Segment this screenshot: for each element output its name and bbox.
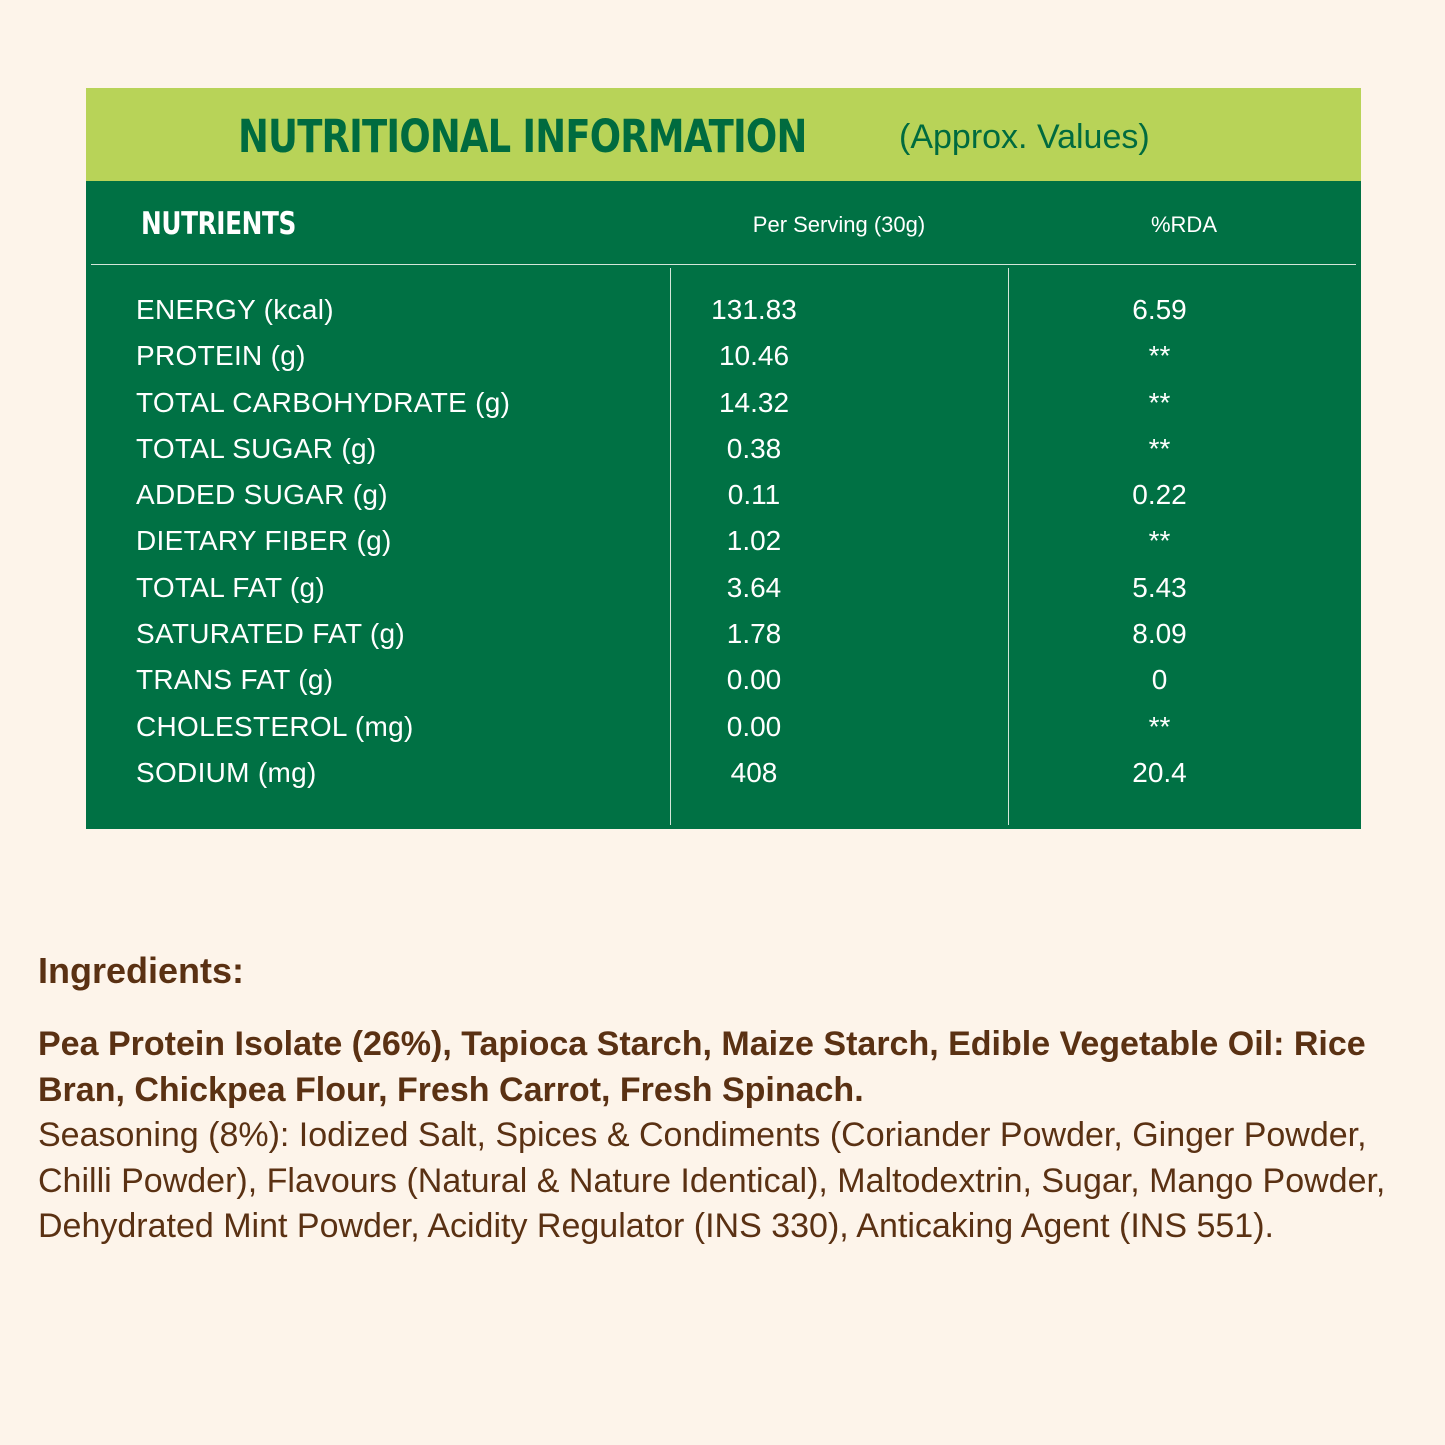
- ingredients-seasoning-list: Seasoning (8%): Iodized Salt, Spices & Condiments (Coriander Powder, Ginger Powder, Chilli Powder), Flavours (Natural & Nature Identical), Maltodextrin, Sugar, Mango Powder, Dehydrated Mint Powder, Acidity Regulator (INS 330), Anticaking Agent (INS 551).: [38, 1116, 1386, 1245]
- table-row: [86, 711, 1361, 757]
- nutrient-name: SATURATED FAT (g): [136, 618, 406, 650]
- nutrient-name: ENERGY (kcal): [136, 294, 334, 325]
- table-row: [86, 340, 1361, 386]
- nutrient-rda-value: 0.22: [1132, 479, 1187, 511]
- nutrient-rda-value: 20.4: [1132, 756, 1187, 788]
- nutrient-serving-value: 14.32: [718, 386, 790, 418]
- nutrient-name: TOTAL FAT (g): [136, 571, 326, 603]
- nutrient-rda-value: 6.59: [1132, 294, 1187, 325]
- nutrition-panel: [86, 88, 1361, 829]
- nutrient-rda-value: 0: [1151, 664, 1168, 696]
- column-header-serving: Per Serving (30g): [752, 212, 926, 237]
- nutrition-subtitle: (Approx. Values): [899, 118, 1150, 156]
- nutrient-serving-value: 131.83: [711, 294, 797, 325]
- table-row: [86, 664, 1361, 710]
- nutrient-serving-value: 3.64: [726, 571, 782, 603]
- nutrient-serving-value: 1.78: [726, 618, 782, 650]
- nutrient-serving-value: 0.00: [726, 664, 782, 696]
- nutrient-name: TOTAL CARBOHYDRATE (g): [136, 386, 511, 418]
- table-row: [86, 757, 1361, 803]
- nutrient-serving-value: 0.00: [726, 710, 782, 742]
- header-divider: [91, 264, 1356, 265]
- nutrient-serving-value: 0.38: [726, 432, 782, 464]
- nutrient-name: SODIUM (mg): [136, 756, 317, 788]
- table-row: [86, 387, 1361, 433]
- column-header-rda: %RDA: [1150, 212, 1217, 237]
- nutrition-title: NUTRITIONAL INFORMATION: [238, 110, 807, 163]
- nutrient-rda-value: **: [1148, 432, 1171, 464]
- nutrient-name: ADDED SUGAR (g): [136, 479, 388, 511]
- nutrient-rda-value: **: [1148, 525, 1171, 557]
- table-row: [86, 479, 1361, 525]
- nutrient-rda-value: **: [1148, 340, 1171, 372]
- nutrient-serving-value: 10.46: [718, 340, 790, 372]
- nutrient-rda-value: **: [1148, 386, 1171, 418]
- nutrient-serving-value: 408: [730, 756, 778, 788]
- ingredients-text: [38, 1022, 1408, 1250]
- nutrient-rda-value: **: [1148, 710, 1171, 742]
- table-row: [86, 294, 1361, 340]
- nutrient-name: TRANS FAT (g): [136, 664, 334, 696]
- nutrient-name: PROTEIN (g): [136, 340, 306, 372]
- nutrient-rda-value: 8.09: [1132, 618, 1187, 650]
- nutrient-name: DIETARY FIBER (g): [136, 525, 392, 557]
- table-row: [86, 525, 1361, 571]
- nutrient-serving-value: 0.11: [727, 479, 781, 511]
- table-row: [86, 618, 1361, 664]
- nutrient-serving-value: 1.02: [726, 525, 782, 557]
- ingredients-main-list: Pea Protein Isolate (26%), Tapioca Starch, Maize Starch, Edible Vegetable Oil: Rice Bran, Chickpea Flour, Fresh Carrot, Fresh Spinach.: [38, 1025, 1366, 1109]
- table-row: [86, 433, 1361, 479]
- column-header-nutrients: NUTRIENTS: [141, 206, 297, 242]
- ingredients-title: Ingredients:: [38, 950, 245, 991]
- nutrient-rows: [86, 294, 1361, 803]
- nutrient-name: TOTAL SUGAR (g): [136, 432, 377, 464]
- table-row: [86, 572, 1361, 618]
- nutrition-header: [86, 88, 1361, 181]
- nutrient-name: CHOLESTEROL (mg): [136, 710, 414, 742]
- nutrient-rda-value: 5.43: [1132, 571, 1187, 603]
